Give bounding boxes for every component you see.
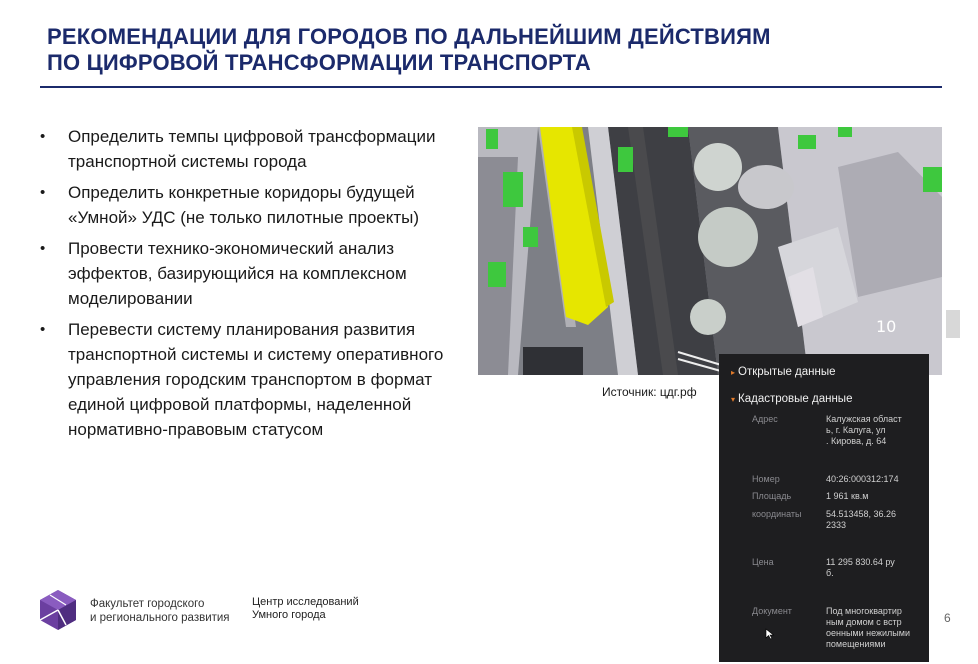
- open-data-label: Открытые данные: [738, 366, 836, 378]
- document-value: Под многоквартир ным домом с встр оенными нежилыми помещениями: [826, 606, 910, 649]
- bullet-icon: •: [40, 240, 46, 257]
- recommendations-list: [38, 124, 468, 448]
- property-info-panel: [719, 354, 929, 662]
- faculty-name: Факультет городского и регионального развития: [90, 598, 230, 624]
- bullet-icon: •: [40, 321, 46, 338]
- list-item-text: Провести технико-экономический анализ эффектов, базирующийся на комплексном моделировании: [68, 239, 407, 308]
- bullet-icon: •: [40, 184, 46, 201]
- price-label: Цена: [752, 557, 774, 567]
- area-label: Площадь: [752, 491, 792, 501]
- title-divider: [40, 86, 942, 88]
- slide-title-line-1: РЕКОМЕНДАЦИИ ДЛЯ ГОРОДОВ ПО ДАЛЬНЕЙШИМ ДЕЙСТВИЯМ: [47, 24, 771, 49]
- list-item-text: Определить конкретные коридоры будущей «Умной» УДС (не только пилотные проекты): [68, 183, 420, 227]
- edge-fragment: [946, 310, 960, 338]
- list-item: [38, 236, 468, 311]
- collapse-icon: ▾: [731, 395, 736, 404]
- cadastral-data-header[interactable]: [731, 393, 852, 405]
- list-item: [38, 180, 468, 230]
- price-value: 11 295 830.64 ру б.: [826, 557, 895, 578]
- research-center-name: Центр исследований Умного города: [252, 596, 359, 621]
- city-3d-model-image: [478, 127, 942, 375]
- rotate-icon: 10: [876, 317, 897, 336]
- coordinates-value: 54.513458, 36.26 2333: [826, 509, 897, 530]
- list-item-text: Определить темпы цифровой трансформации транспортной системы города: [68, 127, 436, 171]
- number-value: 40:26:000312:174: [826, 474, 899, 484]
- faculty-logo-icon: [38, 589, 78, 631]
- city-scene-svg: [478, 127, 942, 375]
- open-data-header[interactable]: [731, 366, 836, 378]
- list-item-text: Перевести систему планирования развития транспортной системы и систему оперативного управления городским транспортом в формат единой цифровой платформы, наделенной нормативно-правовым статусом: [68, 320, 444, 439]
- slide-title-line-2: ПО ЦИФРОВОЙ ТРАНСФОРМАЦИИ ТРАНСПОРТА: [47, 50, 591, 75]
- list-item: [38, 124, 468, 174]
- number-label: Номер: [752, 474, 780, 484]
- document-label: Документ: [752, 606, 792, 616]
- area-value: 1 961 кв.м: [826, 491, 869, 501]
- mouse-cursor-icon: [765, 628, 775, 640]
- bullet-icon: •: [40, 128, 46, 145]
- coordinates-label: координаты: [752, 509, 802, 519]
- address-value: Калужская област ь, г. Калуга, ул . Кирова, д. 64: [826, 414, 902, 446]
- image-source-caption: Источник: цдг.рф: [602, 385, 697, 399]
- slide-title: [47, 24, 927, 76]
- expand-icon: ▸: [731, 368, 736, 377]
- cadastral-data-label: Кадастровые данные: [738, 393, 853, 405]
- address-label: Адрес: [752, 414, 778, 424]
- page-number: 6: [944, 611, 951, 625]
- list-item: [38, 317, 468, 442]
